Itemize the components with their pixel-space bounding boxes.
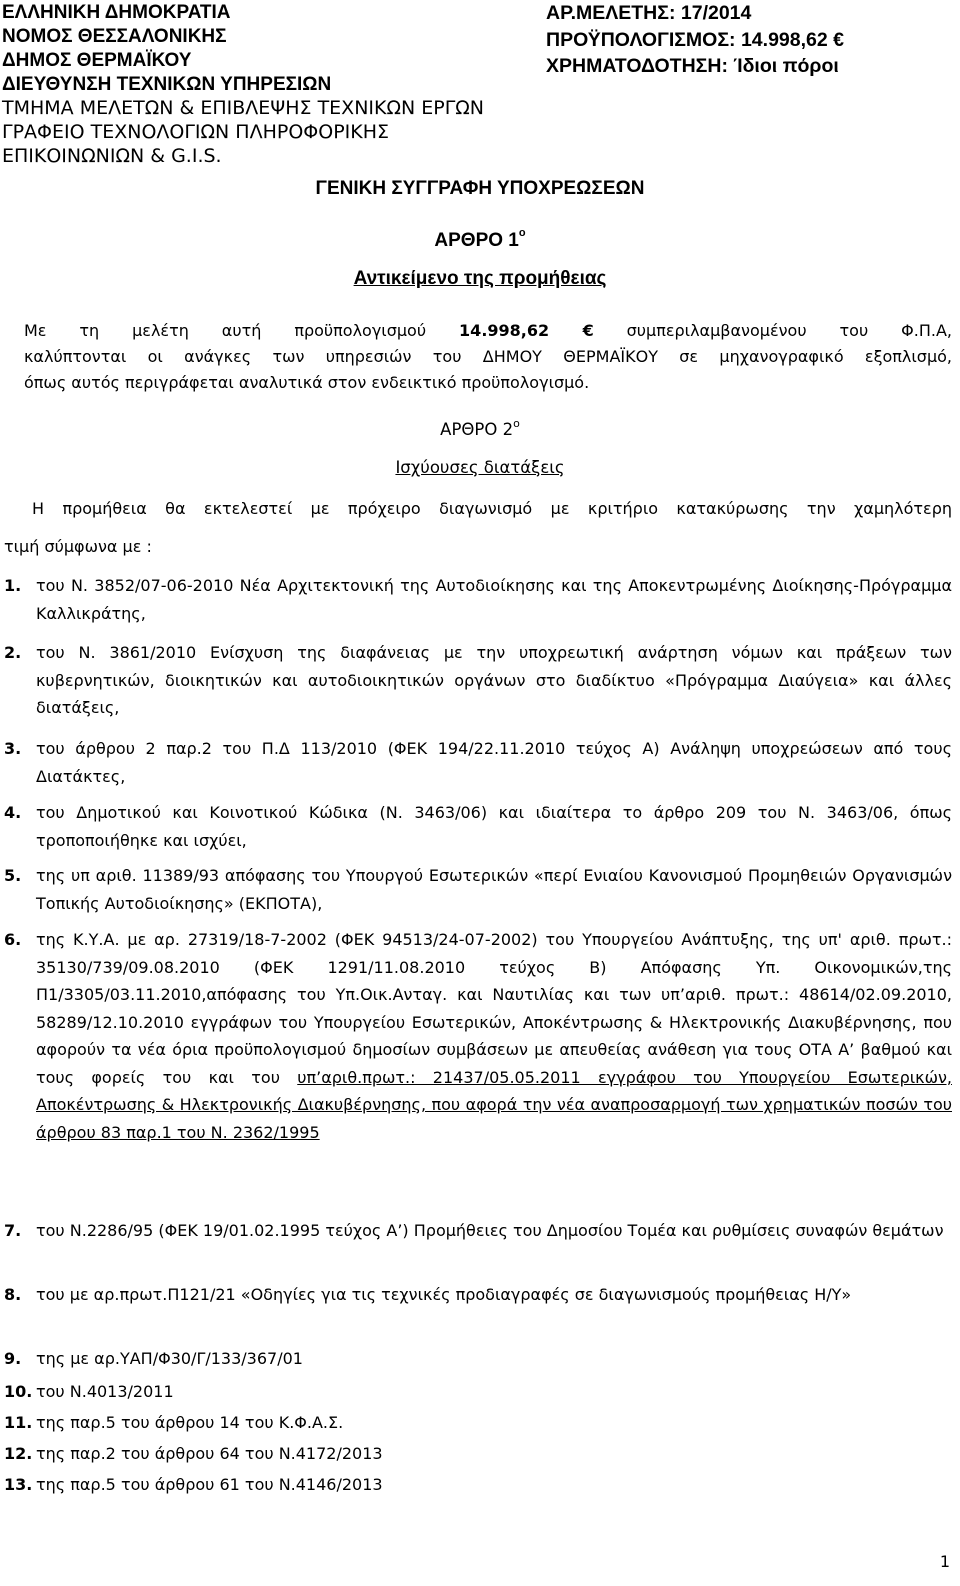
list-item bbox=[4, 1378, 952, 1406]
study-budget: ΠΡΟΫΠΟΛΟΓΙΣΜΟΣ: 14.998,62 € bbox=[546, 29, 844, 51]
issuer-office: ΓΡΑΦΕΙΟ ΤΕΧΝΟΛΟΓΙΩΝ ΠΛΗΡΟΦΟΡΙΚΗΣ bbox=[2, 121, 390, 143]
list-item bbox=[4, 639, 952, 722]
list-item bbox=[4, 1217, 952, 1245]
list-item-number: 5. bbox=[4, 866, 22, 885]
list-item bbox=[4, 1345, 952, 1373]
list-item bbox=[4, 1440, 952, 1468]
list-item bbox=[4, 926, 952, 1146]
list-item bbox=[4, 799, 952, 854]
list-item-number: 11. bbox=[4, 1413, 33, 1432]
article-1-line-1-end: συμπεριλαμβανομένου του Φ.Π.Α, bbox=[626, 321, 952, 340]
article-2-intro-line-2: τιμή σύμφωνα με : bbox=[4, 537, 152, 556]
list-item-text: του Ν.4013/2011 bbox=[36, 1382, 174, 1401]
list-item-text: του Ν.2286/95 (ΦΕΚ 19/01.02.1995 τεύχος Α’) Προμήθειες του Δημοσίου Τομέα και ρυθμίσεις συναφών θεμάτων bbox=[36, 1221, 944, 1240]
article-2-subtitle: Ισχύουσες διατάξεις bbox=[395, 458, 565, 477]
list-item-number: 12. bbox=[4, 1444, 33, 1463]
list-item-text: της παρ.2 του άρθρου 64 του Ν.4172/2013 bbox=[36, 1444, 383, 1463]
list-item-text-main: της Κ.Υ.Α. με αρ. 27319/18-7-2002 (ΦΕΚ 94513/24-07-2002) του Υπουργείου Ανάπτυξης, της υπ' αριθ. πρωτ.: 35130/739/09.08.2010 (ΦΕΚ 1291/11.08.2010 τεύχος Β) Απόφασης Υπ. Οικονομικών,της Π1/3305/03.11.2010,απόφασης του Υπ.Οικ.Ανταγ. και Ναυτιλίας και των υπ’αριθ. πρωτ.: 48614/02.09.2010, 58289/12.10.2010 εγγράφων του Υπουργείου Εσωτερικών, Αποκέντρωσης & Ηλεκτρονικής Διακυβέρνησης, που αφορούν τα νέα όρια προϋπολογισμού δημοσίων συμβάσεων με απευθείας ανάθεση για τους ΟΤΑ Α’ βαθμού και τους φορείς του και του bbox=[36, 930, 952, 1087]
list-item-number: 7. bbox=[4, 1221, 22, 1240]
budget-amount: 14.998,62 € bbox=[459, 321, 594, 340]
article-1-label: ΑΡΘΡΟ 1 bbox=[434, 230, 519, 251]
study-number: ΑΡ.ΜΕΛΕΤΗΣ: 17/2014 bbox=[546, 2, 752, 24]
article-2-intro-line-1: Η προμήθεια θα εκτελεστεί με πρόχειρο διαγωνισμό με κριτήριο κατακύρωσης την χαμηλότερη bbox=[32, 499, 952, 518]
list-item-text: της υπ αριθ. 11389/93 απόφασης του Υπουργού Εσωτερικών «περί Ενιαίου Κανονισμού Προμηθειών Οργανισμών Τοπικής Αυτοδιοίκησης» (ΕΚΠΟΤΑ), bbox=[36, 866, 952, 913]
article-1-line-2: καλύπτονται οι ανάγκες των υπηρεσιών του ΔΗΜΟΥ ΘΕΡΜΑΪΚΟΥ σε μηχανογραφικό εξοπλισμό, bbox=[24, 347, 952, 366]
list-item bbox=[4, 1471, 952, 1499]
list-item-number: 9. bbox=[4, 1349, 22, 1368]
list-item-text: της παρ.5 του άρθρου 14 του Κ.Φ.Α.Σ. bbox=[36, 1413, 344, 1432]
document-title: ΓΕΝΙΚΗ ΣΥΓΓΡΑΦΗ ΥΠΟΧΡΕΩΣΕΩΝ bbox=[315, 178, 645, 199]
list-item bbox=[4, 735, 952, 790]
issuer-department: ΤΜΗΜΑ ΜΕΛΕΤΩΝ & ΕΠΙΒΛΕΨΗΣ ΤΕΧΝΙΚΩΝ ΕΡΓΩΝ bbox=[2, 97, 485, 119]
article-2-label: ΑΡΘΡΟ 2 bbox=[440, 420, 514, 439]
list-item-number: 1. bbox=[4, 576, 22, 595]
list-item bbox=[4, 1409, 952, 1437]
list-item-text: του Ν. 3861/2010 Ενίσχυση της διαφάνειας με την υποχρεωτική ανάρτηση νόμων και πράξεων των κυβερνητικών, διοικητικών και αυτοδιοικητικών οργάνων στο διαδίκτυο «Πρόγραμμα Διαύγεια» και άλλες διατάξεις, bbox=[36, 643, 952, 717]
list-item-text: του Δημοτικού και Κοινοτικού Κώδικα (Ν. 3463/06) και ιδιαίτερα το άρθρο 209 του Ν. 3463/06, όπως τροποποιήθηκε και ισχύει, bbox=[36, 803, 952, 850]
list-item-number: 4. bbox=[4, 803, 22, 822]
issuer-country: ΕΛΛΗΝΙΚΗ ΔΗΜΟΚΡΑΤΙΑ bbox=[2, 2, 231, 23]
list-item-number: 8. bbox=[4, 1285, 22, 1304]
list-item-text: του με αρ.πρωτ.Π121/21 «Οδηγίες για τις τεχνικές προδιαγραφές σε διαγωνισμούς προμήθειας Η/Υ» bbox=[36, 1285, 852, 1304]
article-1-line-3: όπως αυτός περιγράφεται αναλυτικά στον ενδεικτικό προϋπολογισμό. bbox=[24, 373, 590, 392]
list-item-text bbox=[36, 926, 952, 1146]
article-2-ordinal: ο bbox=[513, 417, 520, 430]
list-item-number: 2. bbox=[4, 643, 22, 662]
article-1-subtitle: Αντικείμενο της προμήθειας bbox=[353, 268, 607, 289]
list-item-number: 10. bbox=[4, 1382, 33, 1401]
study-funding: ΧΡΗΜΑΤΟΔΟΤΗΣΗ: Ίδιοι πόροι bbox=[546, 55, 839, 77]
list-item bbox=[4, 1281, 952, 1309]
page-number: 1 bbox=[939, 1552, 950, 1571]
issuer-prefecture: ΝΟΜΟΣ ΘΕΣΣΑΛΟΝΙΚΗΣ bbox=[2, 26, 227, 47]
issuer-office-cont: ΕΠΙΚΟΙΝΩΝΙΩΝ & G.I.S. bbox=[2, 145, 222, 167]
article-1-line-1 bbox=[24, 318, 952, 344]
article-1-line-1-start: Με τη μελέτη αυτή προϋπολογισμού bbox=[24, 321, 427, 340]
list-item-number: 3. bbox=[4, 739, 22, 758]
list-item-text: της παρ.5 του άρθρου 61 του Ν.4146/2013 bbox=[36, 1475, 383, 1494]
article-2-heading bbox=[0, 417, 960, 439]
list-item-text: του άρθρου 2 παρ.2 του Π.Δ 113/2010 (ΦΕΚ 194/22.11.2010 τεύχος Α) Ανάληψη υποχρεώσεων από τους Διατάκτες, bbox=[36, 739, 952, 786]
list-item bbox=[4, 862, 952, 917]
list-item-number: 13. bbox=[4, 1475, 33, 1494]
list-item-text-underlined: υπ’αριθ.πρωτ.: 21437/05.05.2011 εγγράφου του Υπουργείου Εσωτερικών, Αποκέντρωσης & Ηλεκτρονικής Διακυβέρνησης, που αφορά την νέα αναπροσαρμογή των χρηματικών ποσών του άρθρου 83 παρ.1 του Ν. 2362/1995 bbox=[36, 1067, 952, 1142]
issuer-municipality: ΔΗΜΟΣ ΘΕΡΜΑΪΚΟΥ bbox=[2, 50, 192, 71]
issuer-directorate: ΔΙΕΥΘΥΝΣΗ ΤΕΧΝΙΚΩΝ ΥΠΗΡΕΣΙΩΝ bbox=[2, 74, 332, 95]
list-item-number: 6. bbox=[4, 930, 22, 949]
article-1-heading bbox=[0, 227, 960, 252]
list-item-text: του Ν. 3852/07-06-2010 Νέα Αρχιτεκτονική της Αυτοδιοίκησης και της Αποκεντρωμένης Διοίκησης-Πρόγραμμα Καλλικράτης, bbox=[36, 576, 952, 623]
article-1-ordinal: ο bbox=[518, 227, 526, 239]
list-item bbox=[4, 572, 952, 627]
list-item-text: της με αρ.ΥΑΠ/Φ30/Γ/133/367/01 bbox=[36, 1349, 303, 1368]
